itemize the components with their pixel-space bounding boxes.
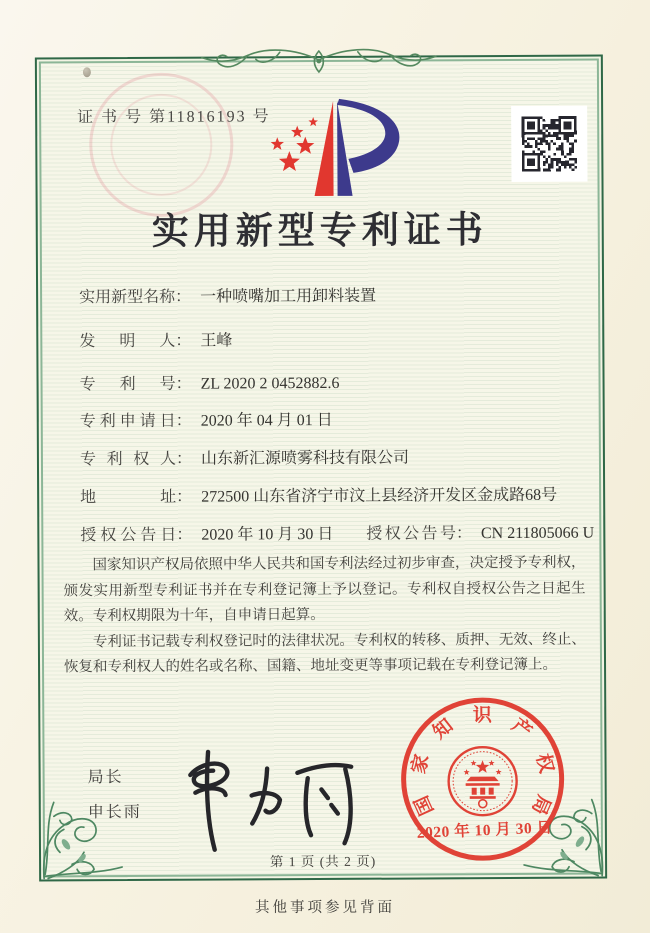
director-signature-icon bbox=[178, 735, 369, 857]
field-label: 实用新型名称 bbox=[79, 288, 176, 307]
svg-text:国: 国 bbox=[411, 792, 439, 819]
field-colon: ： bbox=[176, 526, 193, 544]
cnipa-logo-icon bbox=[257, 96, 410, 205]
seal-date: 2020 年 10 月 30 日 bbox=[416, 819, 553, 842]
field-label: 授权公告日 bbox=[80, 526, 177, 545]
svg-text:识: 识 bbox=[472, 705, 492, 727]
field-colon: ： bbox=[175, 450, 193, 468]
signer-block bbox=[88, 764, 142, 834]
top-border-ornament-icon bbox=[194, 44, 444, 75]
field-value: 山东新汇源喷雾科技有限公司 bbox=[200, 449, 410, 468]
certificate-frame bbox=[35, 55, 607, 882]
field-inventor bbox=[79, 327, 232, 351]
signer-name: 申长雨 bbox=[87, 803, 142, 822]
field-grant-number bbox=[366, 520, 594, 544]
field-label: 专利权人 bbox=[79, 450, 176, 469]
embossed-seal-watermark bbox=[89, 72, 234, 217]
field-patentee bbox=[80, 445, 409, 470]
certificate-number: 证 书 号 第11816193 号 bbox=[77, 108, 271, 127]
field-colon: ： bbox=[175, 412, 192, 430]
field-utility-model-name bbox=[79, 283, 376, 308]
cnipa-red-seal-icon bbox=[398, 695, 567, 864]
field-label: 专利号 bbox=[79, 375, 176, 394]
page-number: 第 1 页 (共 2 页) bbox=[269, 853, 377, 870]
field-label: 授权公告号 bbox=[366, 525, 456, 543]
svg-text:权: 权 bbox=[531, 751, 557, 776]
field-label: 专利申请日 bbox=[79, 412, 176, 431]
field-value: 2020 年 10 月 30 日 bbox=[201, 525, 334, 544]
field-colon: ： bbox=[175, 332, 192, 350]
svg-text:家: 家 bbox=[408, 752, 434, 776]
legal-paragraph-1: 国家知识产权局依照中华人民共和国专利法经过初步审查，决定授予专利权，颁发实用新型专利证书并在专利登记簿上予以登记。专利权自授权公告之日起生效。专利权期限为十年，自申请日起算。 bbox=[63, 554, 586, 625]
certificate-title: 实用新型专利证书 bbox=[151, 210, 488, 253]
field-label: 地址 bbox=[80, 488, 177, 507]
svg-text:知: 知 bbox=[429, 715, 458, 744]
field-colon: ： bbox=[175, 375, 192, 393]
legal-text bbox=[63, 551, 586, 681]
national-emblem-icon bbox=[448, 747, 516, 815]
legal-paragraph-2: 专利证书记载专利权登记时的法律状况。专利权的转移、质押、无效、终止、恢复和专利权人的姓名或名称、国籍、地址变更等事项记载在专利登记簿上。 bbox=[63, 631, 586, 676]
field-label: 发明人 bbox=[79, 332, 176, 351]
field-value: CN 211805066 U bbox=[480, 524, 595, 543]
field-patent-number bbox=[79, 370, 339, 394]
binding-rivet bbox=[83, 67, 91, 77]
field-colon: ： bbox=[176, 488, 193, 506]
svg-text:局: 局 bbox=[527, 791, 555, 818]
signer-role: 局长 bbox=[87, 769, 124, 787]
field-grant-date bbox=[80, 521, 595, 545]
field-value: 一种喷嘴加工用卸料装置 bbox=[200, 287, 377, 306]
field-address bbox=[80, 482, 557, 507]
field-value: 王峰 bbox=[200, 332, 233, 350]
field-filing-date bbox=[80, 407, 333, 431]
back-note: 其他事项参见背面 bbox=[255, 900, 395, 916]
field-value: 272500 山东省济宁市汶上县经济开发区金成路68号 bbox=[201, 486, 558, 506]
field-value: 2020 年 04 月 01 日 bbox=[200, 411, 333, 430]
field-value: ZL 2020 2 0452882.6 bbox=[200, 374, 340, 393]
field-colon: ： bbox=[455, 525, 472, 543]
svg-text:产: 产 bbox=[507, 714, 536, 744]
qr-code-icon bbox=[511, 106, 587, 182]
field-colon: ： bbox=[175, 288, 192, 306]
